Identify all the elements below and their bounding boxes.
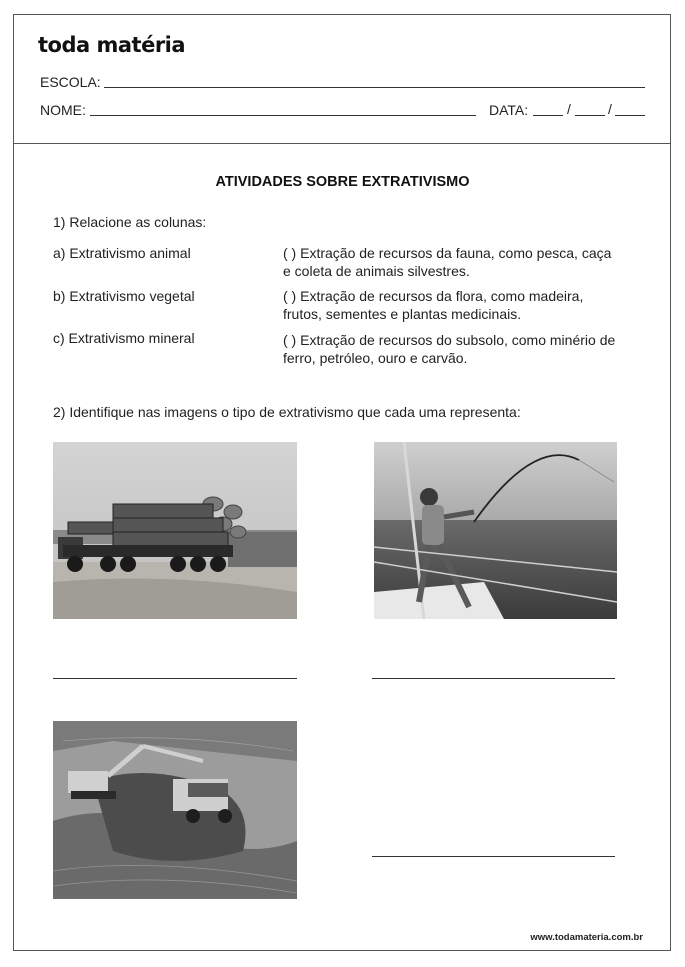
brand-logo: toda matéria bbox=[38, 33, 186, 57]
name-field[interactable] bbox=[90, 115, 476, 116]
date-month-field[interactable] bbox=[575, 115, 605, 116]
date-day-field[interactable] bbox=[533, 115, 563, 116]
column-b-item: ( ) Extração de recursos da flora, como madeira, frutos, sementes e plantas medicinais. bbox=[283, 288, 584, 322]
date-year-field[interactable] bbox=[615, 115, 645, 116]
date-label: DATA: bbox=[489, 102, 529, 118]
column-a-item: c) Extrativismo mineral bbox=[53, 330, 195, 346]
school-label: ESCOLA: bbox=[40, 74, 101, 90]
question-1-prompt: 1) Relacione as colunas: bbox=[53, 214, 207, 230]
name-label: NOME: bbox=[40, 102, 86, 118]
question-2-prompt: 2) Identifique nas imagens o tipo de extrativismo que cada uma representa: bbox=[53, 404, 521, 420]
answer-line-image-3[interactable] bbox=[372, 856, 615, 857]
website-url: www.todamateria.com.br bbox=[530, 932, 643, 943]
date-separator: / bbox=[608, 101, 612, 117]
header-divider bbox=[13, 143, 671, 144]
answer-line-image-1[interactable] bbox=[53, 678, 297, 679]
answer-line-image-2[interactable] bbox=[372, 678, 615, 679]
logging-truck-photo bbox=[53, 442, 297, 619]
column-b-item: ( ) Extração de recursos do subsolo, como minério de ferro, petróleo, ouro e carvão. bbox=[283, 332, 616, 366]
column-b-item: ( ) Extração de recursos da fauna, como pesca, caça e coleta de animais silvestres. bbox=[283, 245, 612, 279]
mining-excavator-photo bbox=[53, 721, 297, 899]
column-a-item: b) Extrativismo vegetal bbox=[53, 288, 195, 304]
school-field[interactable] bbox=[104, 87, 645, 88]
fishing-on-boat-photo bbox=[374, 442, 617, 619]
date-separator: / bbox=[567, 101, 571, 117]
column-a-item: a) Extrativismo animal bbox=[53, 245, 191, 261]
worksheet-title: ATIVIDADES SOBRE EXTRATIVISMO bbox=[215, 174, 470, 190]
